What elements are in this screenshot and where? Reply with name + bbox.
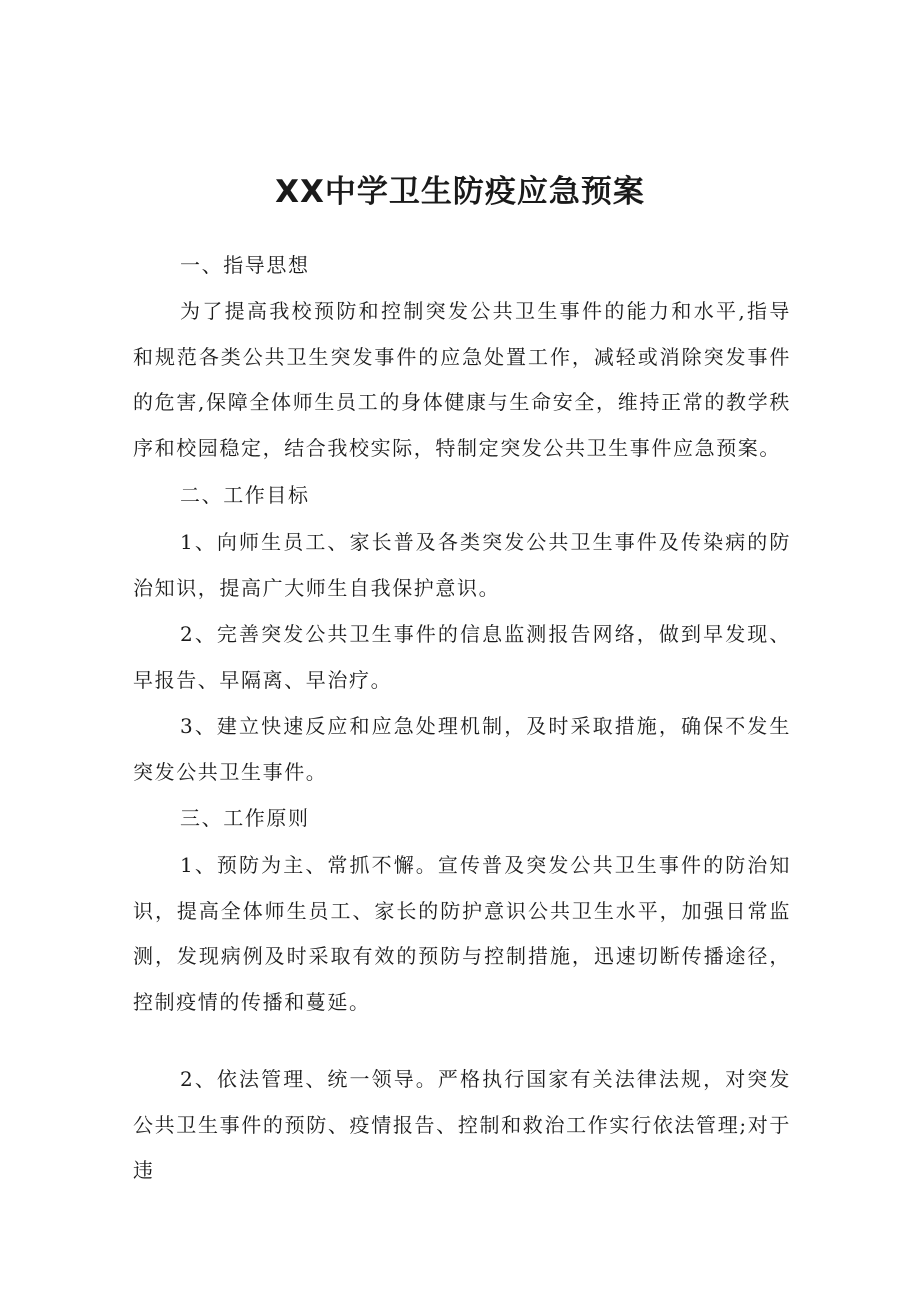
paragraph-goal-1: 1、向师生员工、家长普及各类突发公共卫生事件及传染病的防治知识，提高广大师生自我保护意识。 xyxy=(133,530,791,600)
heading-work-principles: 三、工作原则 xyxy=(180,806,310,830)
heading-work-goals: 二、工作目标 xyxy=(180,483,310,507)
paragraph-goal-3: 3、建立快速反应和应急处理机制，及时采取措施，确保不发生突发公共卫生事件。 xyxy=(133,714,791,784)
heading-guiding-ideology: 一、指导思想 xyxy=(180,253,310,277)
document-title: XX中学卫生防疫应急预案 xyxy=(275,174,645,210)
paragraph-principle-1: 1、预防为主、常抓不懈。宣传普及突发公共卫生事件的防治知识，提高全体师生员工、家长的防护意识公共卫生水平，加强日常监测，发现病例及时采取有效的预防与控制措施，迅速切断传播途径，控制疫情的传播和蔓延。 xyxy=(133,853,791,1014)
paragraph-principle-2: 2、依法管理、统一领导。严格执行国家有关法律法规，对突发公共卫生事件的预防、疫情报告、控制和救治工作实行依法管理;对于违 xyxy=(133,1067,791,1182)
paragraph-goal-2: 2、完善突发公共卫生事件的信息监测报告网络，做到早发现、早报告、早隔离、早治疗。 xyxy=(133,622,791,692)
paragraph-guiding-ideology: 为了提高我校预防和控制突发公共卫生事件的能力和水平,指导和规范各类公共卫生突发事件的应急处置工作，减轻或消除突发事件的危害,保障全体师生员工的身体健康与生命安全，维持正常的教学秩序和校园稳定，结合我校实际，特制定突发公共卫生事件应急预案。 xyxy=(133,299,791,460)
